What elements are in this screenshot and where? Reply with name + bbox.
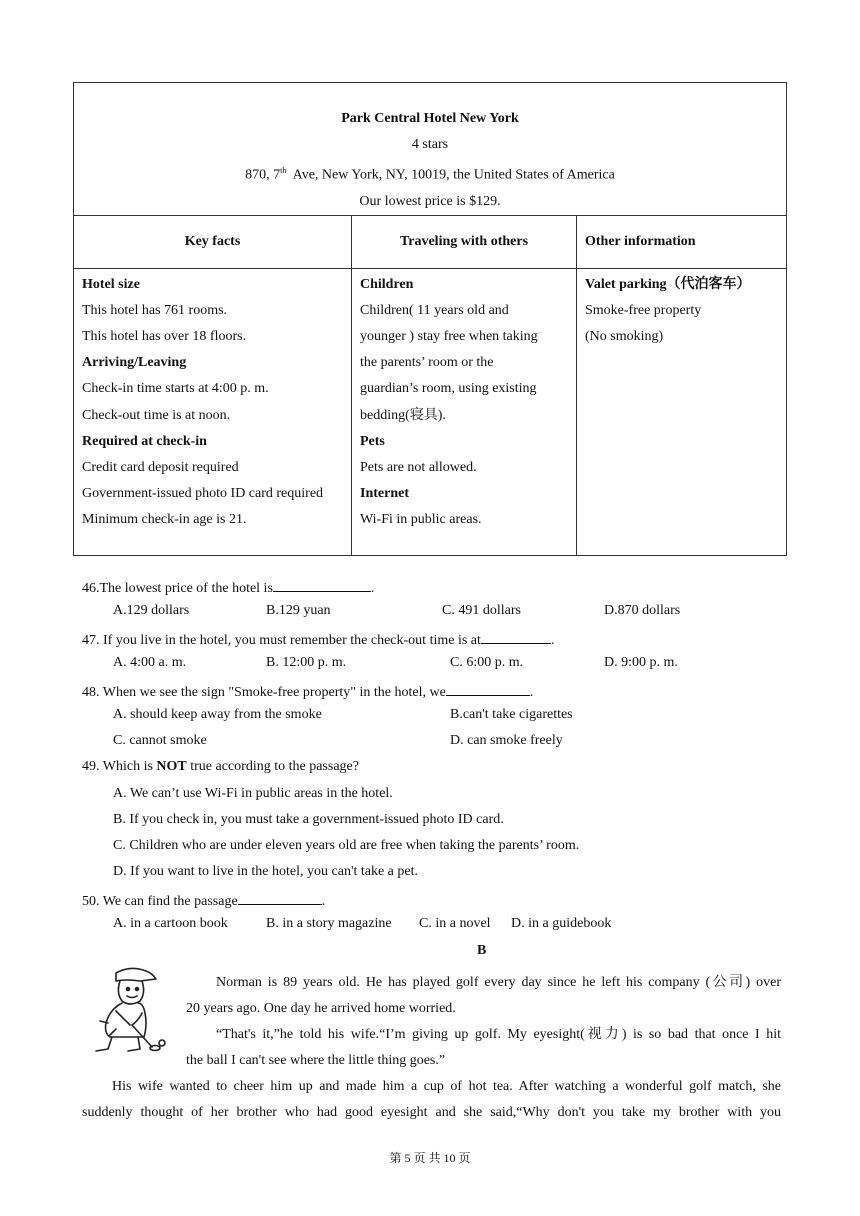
q49-option-d: D. If you want to live in the hotel, you can't take a pet. <box>113 864 418 879</box>
q46-option-c: C. 491 dollars <box>442 603 521 618</box>
key-facts-line: Check-in time starts at 4:00 p. m. <box>82 381 269 397</box>
q47-option-d: D. 9:00 p. m. <box>604 655 678 670</box>
key-facts-cell <box>74 268 352 555</box>
hotel-name: Park Central Hotel New York <box>341 111 519 126</box>
passage-line-4: the ball I can't see where the little thing goes.” <box>186 1053 446 1068</box>
q50-option-c: C. in a novel <box>419 916 491 931</box>
hotel-stars: 4 stars <box>411 137 449 152</box>
traveling-line: the parents’ room or the <box>360 355 494 371</box>
key-facts-line: This hotel has over 18 floors. <box>82 329 247 345</box>
key-facts-line: Government-issued photo ID card required <box>82 486 324 502</box>
traveling-cell <box>352 268 577 555</box>
hotel-info-table <box>73 82 787 556</box>
q50-option-a: A. in a cartoon book <box>113 916 228 931</box>
key-facts-line: Minimum check-in age is 21. <box>82 512 247 528</box>
answer-blank <box>238 890 322 905</box>
traveling-line: Wi-Fi in public areas. <box>360 512 482 528</box>
traveling-line: Internet <box>360 486 409 502</box>
page-footer: 第 5 页 共 10 页 <box>389 1151 471 1165</box>
question-47: 47. If you live in the hotel, you must remember the check-out time is at . <box>82 629 554 649</box>
column-header-key-facts: Key facts <box>74 215 352 268</box>
question-49: 49. Which is NOT true according to the passage? <box>82 759 359 774</box>
q48-option-b: B.can't take cigarettes <box>450 707 573 722</box>
traveling-line: bedding(寝具). <box>360 407 446 423</box>
traveling-line: Pets are not allowed. <box>360 460 477 476</box>
hotel-price: Our lowest price is $129. <box>359 193 501 209</box>
passage-line-6: suddenly thought of her brother who had good eyesight and she said,“Why don't you take my brother with you <box>82 1105 781 1120</box>
key-facts-line: Check-out time is at noon. <box>82 407 231 423</box>
q46-option-a: A.129 dollars <box>113 603 190 618</box>
answer-blank <box>273 577 371 592</box>
key-facts-line: Required at check-in <box>82 433 207 449</box>
section-b-label: B <box>477 943 487 958</box>
hotel-header-cell <box>74 83 787 216</box>
passage-line-1: Norman is 89 years old. He has played golf every day since he left his company (公司) over <box>216 975 781 990</box>
q50-option-d: D. in a guidebook <box>511 916 612 931</box>
question-50: 50. We can find the passage . <box>82 890 325 910</box>
q46-option-b: B.129 yuan <box>266 603 331 618</box>
passage-line-5: His wife wanted to cheer him up and made him a cup of hot tea. After watching a wonderful golf match, she <box>112 1079 781 1094</box>
question-48: 48. When we see the sign "Smoke-free property" in the hotel, we . <box>82 681 533 701</box>
column-header-traveling: Traveling with others <box>352 215 577 268</box>
key-facts-line: Arriving/Leaving <box>82 355 187 371</box>
q48-option-d: D. can smoke freely <box>450 733 563 748</box>
q49-option-a: A. We can’t use Wi-Fi in public areas in the hotel. <box>113 786 393 801</box>
q48-option-c: C. cannot smoke <box>113 733 207 748</box>
question-46: 46.The lowest price of the hotel is . <box>82 577 374 597</box>
traveling-line: Children <box>360 276 414 292</box>
hotel-address: 870, 7th Ave, New York, NY, 10019, the United States of America <box>245 166 615 183</box>
q47-option-b: B. 12:00 p. m. <box>266 655 347 670</box>
q47-option-a: A. 4:00 a. m. <box>113 655 187 670</box>
q47-option-c: C. 6:00 p. m. <box>450 655 524 670</box>
other-info-line: (No smoking) <box>585 329 664 345</box>
key-facts-line: This hotel has 761 rooms. <box>82 302 228 318</box>
q50-option-b: B. in a story magazine <box>266 916 392 931</box>
q49-option-b: B. If you check in, you must take a government-issued photo ID card. <box>113 812 504 827</box>
q48-option-a: A. should keep away from the smoke <box>113 707 322 722</box>
passage-line-2: 20 years ago. One day he arrived home worried. <box>186 1001 456 1016</box>
answer-blank <box>481 629 551 644</box>
answer-blank <box>446 681 530 696</box>
key-facts-line: Credit card deposit required <box>82 460 239 476</box>
other-info-line: Valet parking（代泊客车） <box>585 276 751 292</box>
q49-option-c: C. Children who are under eleven years old are free when taking the parents’ room. <box>113 838 580 853</box>
traveling-line: younger ) stay free when taking <box>360 329 538 345</box>
passage-line-3: “That's it,”he told his wife.“I’m giving up golf. My eyesight(视力) is so bad that once I hit <box>216 1027 781 1042</box>
q46-option-d: D.870 dollars <box>604 603 681 618</box>
other-info-cell <box>577 268 787 555</box>
traveling-line: Children( 11 years old and <box>360 302 509 318</box>
golfer-illustration <box>86 963 178 1057</box>
key-facts-line: Hotel size <box>82 276 140 292</box>
traveling-line: guardian’s room, using existing <box>360 381 537 397</box>
other-info-line: Smoke-free property <box>585 302 702 318</box>
traveling-line: Pets <box>360 433 385 449</box>
column-header-other-info: Other information <box>577 215 787 268</box>
